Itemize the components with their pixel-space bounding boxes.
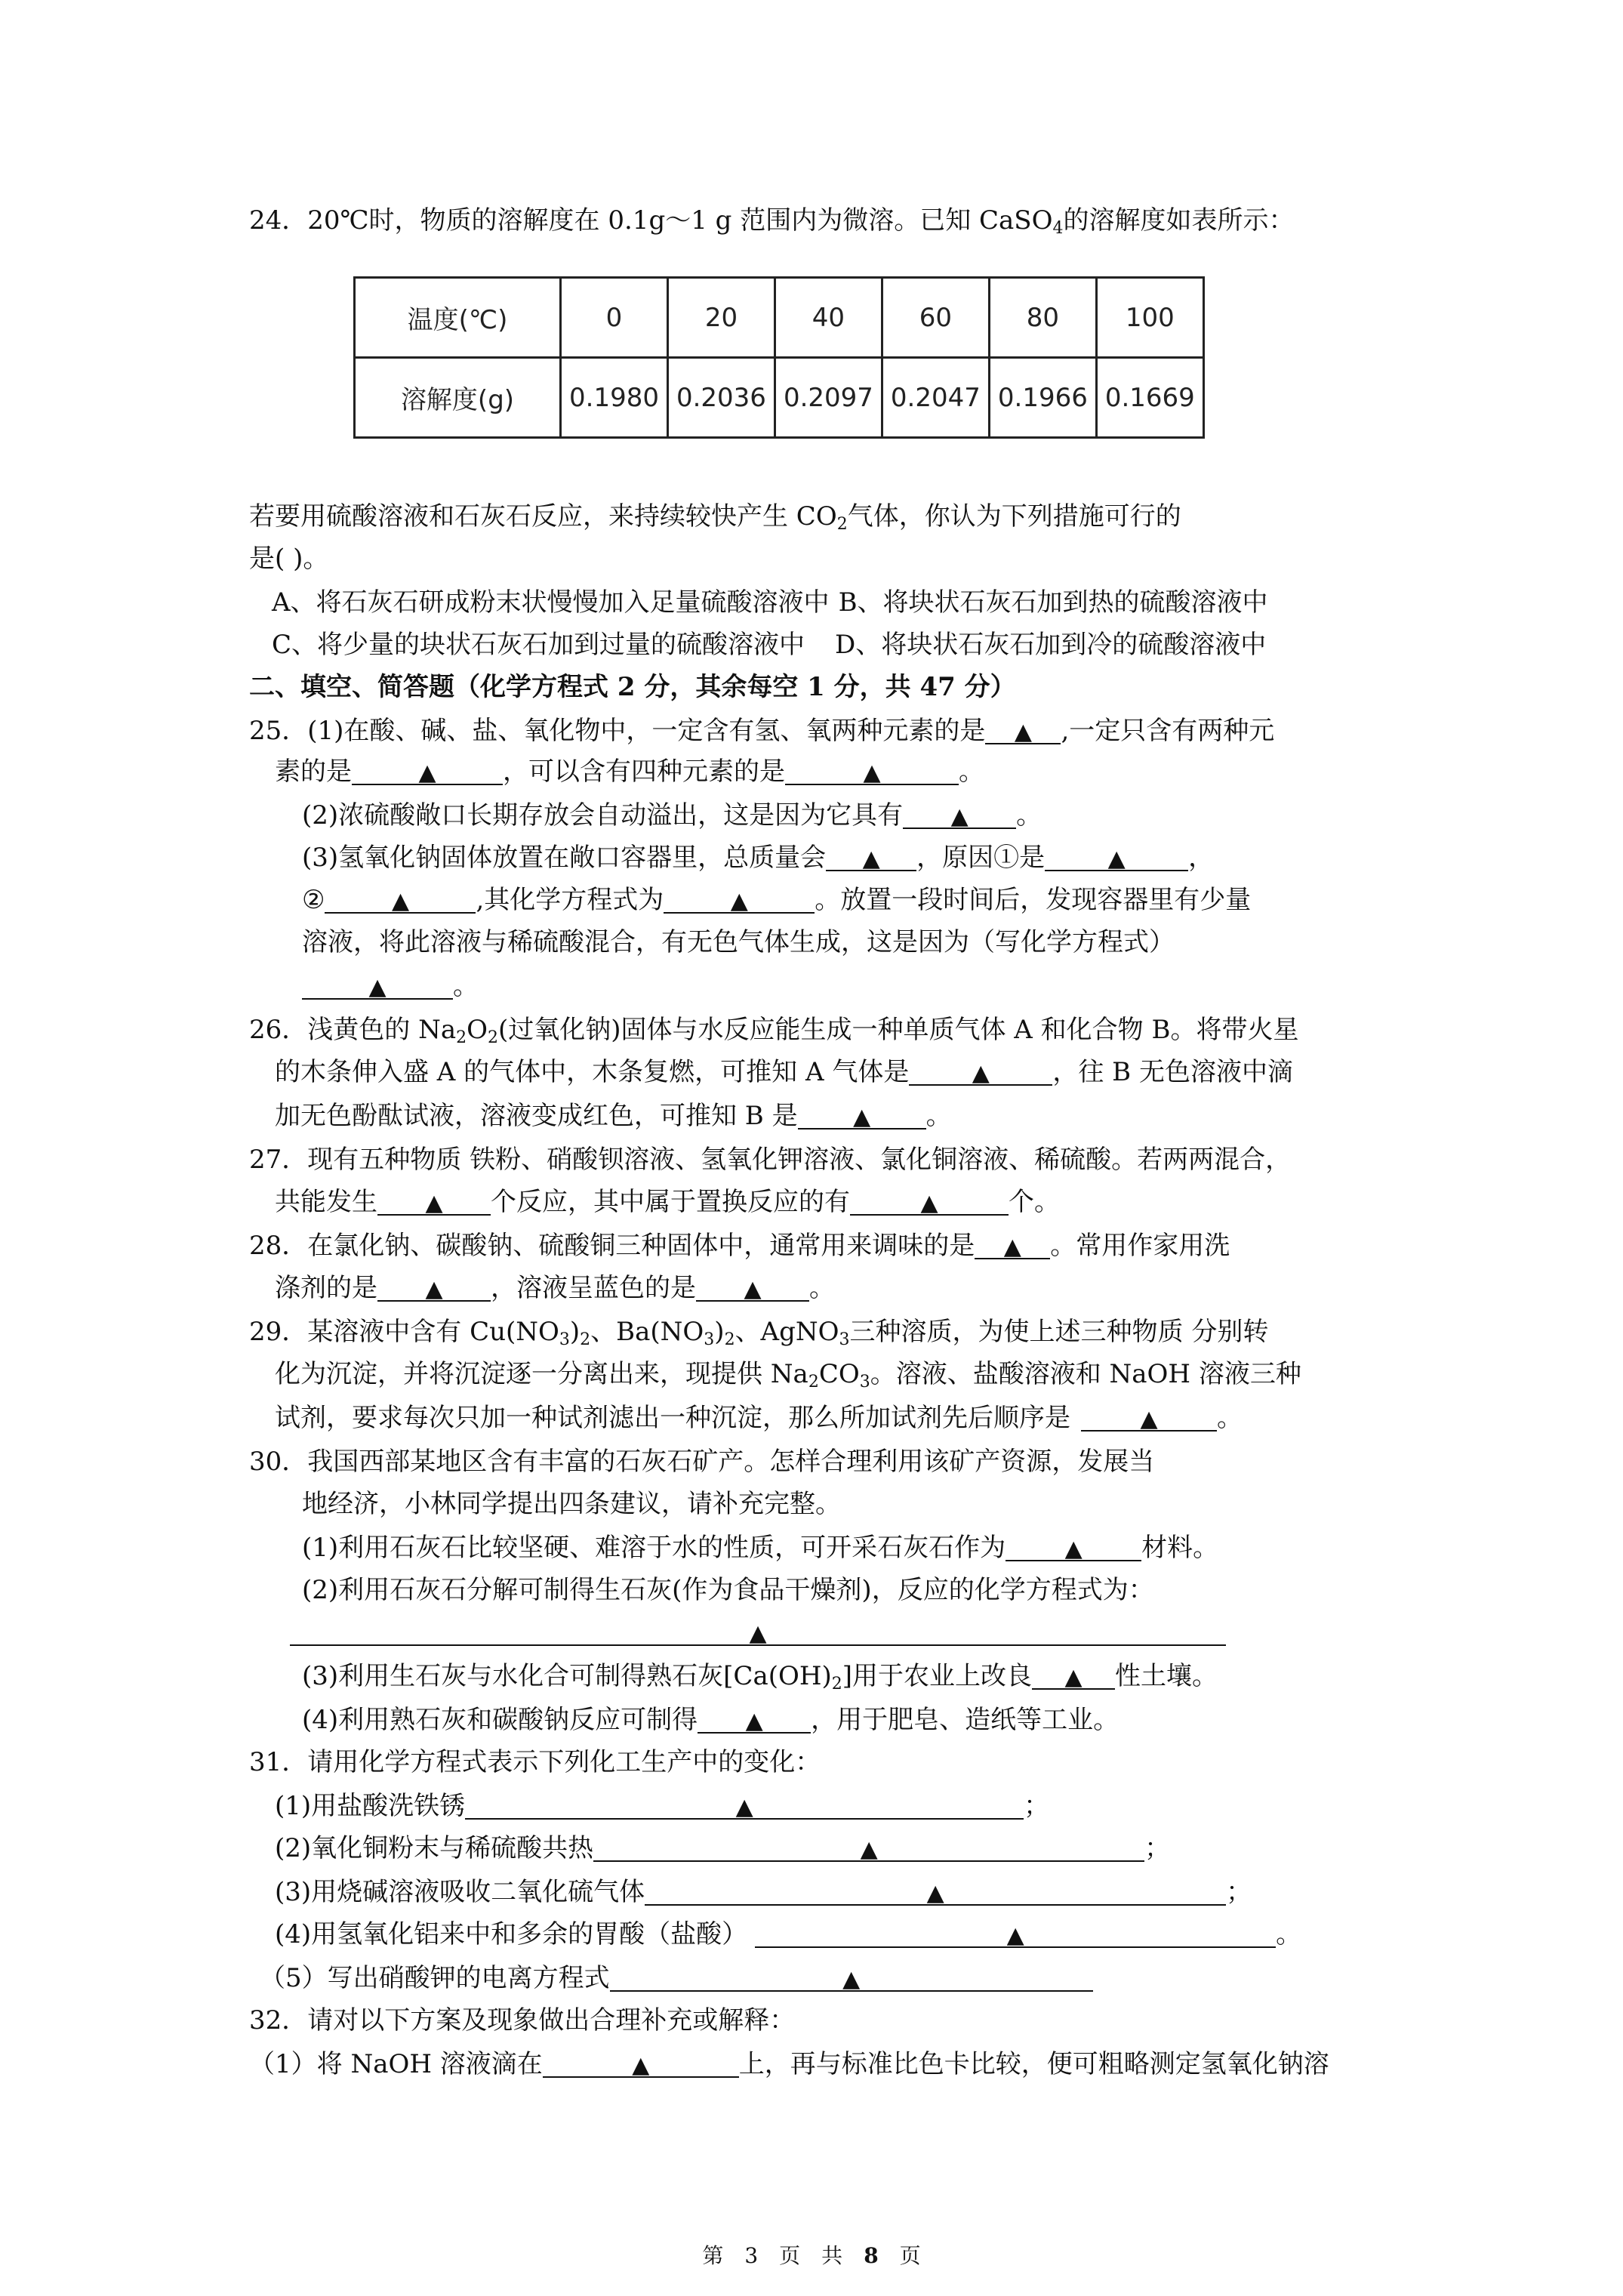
- q32-line2: （1）将 NaOH 溶液滴在 ▲ 上，再与标准比色卡比较，便可粗略测定氢氧化钠溶: [249, 2049, 1329, 2079]
- table-cell: 0.1980: [561, 358, 668, 438]
- answer-blank[interactable]: ▲: [543, 2048, 739, 2078]
- answer-blank[interactable]: ▲: [352, 755, 503, 785]
- table-cell: 0.1669: [1096, 358, 1203, 438]
- q25-line7: ▲ 。: [302, 969, 479, 1003]
- answer-blank[interactable]: ▲: [377, 1271, 491, 1302]
- q30-line5: [290, 1616, 1226, 1649]
- q31-line1: 31．请用化学方程式表示下列化工生产中的变化：: [249, 1747, 821, 1777]
- q25-line3: (2)浓硫酸敞口长期存放会自动溢出，这是因为它具有 ▲ 。: [302, 800, 1042, 831]
- table-cell: 40: [775, 278, 882, 358]
- q25-line6: 溶液，将此溶液与稀硫酸混合，有无色气体生成，这是因为（写化学方程式）: [302, 927, 1175, 957]
- answer-blank[interactable]: ▲: [325, 883, 476, 914]
- answer-blank[interactable]: ▲: [1032, 1660, 1115, 1690]
- q29-line2: 化为沉淀，并将沉淀逐一分离出来，现提供 $Na_2CO_3$。溶液、盐酸溶液和 NaOH 溶液三种: [275, 1359, 1301, 1391]
- answer-blank[interactable]: ▲: [290, 1616, 1226, 1646]
- answer-blank[interactable]: ▲: [465, 1789, 1024, 1820]
- answer-blank[interactable]: ▲: [610, 1962, 1093, 1992]
- q29-line1: 29．某溶液中含有 $Cu(NO_3)_2$、$Ba(NO_3)_2$、AgNO$_3$三种溶质，为使上述三种物质 分别转: [249, 1317, 1269, 1349]
- q25-line5: ② ▲ ,其化学方程式为 ▲ 。放置一段时间后，发现容器里有少量: [302, 885, 1252, 915]
- answer-blank[interactable]: ▲: [903, 799, 1016, 829]
- q27-line2: 共能发生 ▲ 个反应，其中属于置换反应的有 ▲ 个。: [275, 1187, 1060, 1217]
- q25-line4: (3)氢氧化钠固体放置在敞口容器里，总质量会 ▲ ，原因①是 ▲ ，: [302, 843, 1215, 873]
- q31-item3: (3)用烧碱溶液吸收二氧化硫气体 ▲ ；: [275, 1877, 1252, 1907]
- q28-line1: 28．在氯化钠、碳酸钠、硫酸铜三种固体中，通常用来调味的是 ▲ 。常用作家用洗: [249, 1231, 1230, 1261]
- q31-item5: （5）写出硝酸钾的电离方程式 ▲: [260, 1962, 1093, 1995]
- q29-line3: 试剂，要求每次只加一种试剂滤出一种沉淀，那么所加试剂先后顺序是 ▲ 。: [275, 1403, 1243, 1433]
- answer-blank[interactable]: ▲: [1081, 1401, 1217, 1432]
- solubility-table: [353, 276, 1205, 439]
- table-cell: 0.1966: [989, 358, 1096, 438]
- q26-line3: 加无色酚酞试液，溶液变成红色，可推知 B 是 ▲ 。: [275, 1101, 952, 1131]
- q28-line2: 涤剂的是 ▲ ，溶液呈蓝色的是 ▲ 。: [275, 1273, 835, 1303]
- option-d: D、将块状石灰石加到冷的硫酸溶液中: [835, 630, 1267, 660]
- q30-line2: 地经济，小林同学提出四条建议，请补充完整。: [302, 1489, 841, 1519]
- answer-blank[interactable]: ▲: [985, 714, 1061, 744]
- page-total: 8: [864, 2243, 879, 2268]
- answer-blank[interactable]: ▲: [1045, 841, 1188, 871]
- answer-blank[interactable]: ▲: [698, 1703, 811, 1734]
- answer-blank[interactable]: ▲: [1006, 1531, 1141, 1561]
- q26-line1: 26．浅黄色的 $Na_2O_2$(过氧化钠)固体与水反应能生成一种单质气体 A 和化合物 B。将带火星: [249, 1015, 1299, 1047]
- table-cell: 0.2047: [882, 358, 989, 438]
- answer-blank[interactable]: ▲: [826, 841, 916, 871]
- q24-options-ab: [272, 586, 1268, 619]
- answer-blank[interactable]: ▲: [785, 755, 959, 785]
- option-b: B、将块状石灰石加到热的硫酸溶液中: [838, 587, 1268, 618]
- page-footer: [0, 2239, 1623, 2270]
- table-cell: 60: [882, 278, 989, 358]
- option-c: C、将少量的块状石灰石加到过量的硫酸溶液中: [272, 630, 805, 660]
- q24-paren: 是( )。: [249, 544, 329, 574]
- table-header-temp: 温度(℃): [355, 278, 561, 358]
- q30-line1: 30．我国西部某地区含有丰富的石灰石矿产。怎样合理利用该矿产资源，发展当: [249, 1447, 1155, 1477]
- q27-line1: 27．现有五种物质 铁粉、硝酸钡溶液、氢氧化钾溶液、氯化铜溶液、稀硫酸。若两两混合，: [249, 1145, 1292, 1175]
- q24-options-cd: [272, 628, 1266, 661]
- answer-blank[interactable]: ▲: [850, 1185, 1009, 1216]
- section-heading: 二、填空、简答题（化学方程式 2 分，其余每空 1 分，共 47 分）: [249, 672, 1016, 702]
- table-cell: 100: [1096, 278, 1203, 358]
- table-cell: 80: [989, 278, 1096, 358]
- q30-line4: (2)利用石灰石分解可制得生石灰(作为食品干燥剂)，反应的化学方程式为：: [302, 1575, 1154, 1605]
- footer-text: 页: [779, 2243, 801, 2268]
- answer-blank[interactable]: ▲: [909, 1056, 1052, 1086]
- q32-line1: 32．请对以下方案及现象做出合理补充或解释：: [249, 2005, 796, 2036]
- page-number: 3: [744, 2243, 759, 2268]
- answer-blank[interactable]: ▲: [377, 1185, 491, 1216]
- answer-blank[interactable]: ▲: [975, 1229, 1050, 1259]
- q26-line2: 的木条伸入盛 A 的气体中，木条复燃，可推知 A 气体是 ▲ ，往 B 无色溶液中滴: [275, 1057, 1293, 1087]
- table-cell: 0.2097: [775, 358, 882, 438]
- q30-line6: (3)利用生石灰与水化合可制得熟石灰$[Ca(OH)_2]$用于农业上改良 ▲ 性土壤。: [302, 1661, 1218, 1693]
- table-cell: 20: [667, 278, 775, 358]
- q31-item4: (4)用氢氧化铝来中和多余的胃酸（盐酸） ▲ 。: [275, 1919, 1302, 1949]
- table-row: [355, 358, 1204, 438]
- table-cell: 0.2036: [667, 358, 775, 438]
- footer-text: 页: [899, 2243, 921, 2268]
- q30-line7: (4)利用熟石灰和碳酸钠反应可制得 ▲ ，用于肥皂、造纸等工业。: [302, 1705, 1119, 1735]
- option-a: A、将石灰石研成粉末状慢慢加入足量硫酸溶液中: [272, 587, 830, 618]
- footer-text: 第: [702, 2243, 724, 2268]
- q31-item2: (2)氧化铜粉末与稀硫酸共热 ▲ ；: [275, 1833, 1171, 1863]
- answer-blank[interactable]: ▲: [798, 1099, 926, 1130]
- answer-blank[interactable]: ▲: [593, 1832, 1144, 1862]
- answer-blank[interactable]: ▲: [755, 1918, 1276, 1948]
- table-cell: 0: [561, 278, 668, 358]
- q25-line1: 25．(1)在酸、碱、盐、氧化物中，一定含有氢、氧两种元素的是 ▲ ,一定只含有两种元: [249, 716, 1275, 746]
- table-header-solubility: 溶解度(g): [355, 358, 561, 438]
- footer-text: 共: [821, 2243, 843, 2268]
- answer-blank[interactable]: ▲: [302, 969, 453, 1000]
- table-row: [355, 278, 1204, 358]
- q25-line2: 素的是 ▲ ，可以含有四种元素的是 ▲ 。: [275, 757, 984, 787]
- answer-blank[interactable]: ▲: [696, 1271, 809, 1302]
- answer-blank[interactable]: ▲: [645, 1875, 1226, 1906]
- answer-blank[interactable]: ▲: [664, 883, 815, 914]
- q24-stem: 24．20℃时，物质的溶解度在 0.1g～1 g 范围内为微溶。已知 CaSO$_4$的溶解度如表所示：: [249, 205, 1295, 238]
- q24-question: 若要用硫酸溶液和石灰石反应，来持续较快产生 $CO_2$气体，你认为下列措施可行的: [249, 501, 1181, 534]
- q31-item1: (1)用盐酸洗铁锈 ▲ ；: [275, 1791, 1050, 1821]
- q30-line3: (1)利用石灰石比较坚硬、难溶于水的性质，可开采石灰石作为 ▲ 材料。: [302, 1533, 1219, 1563]
